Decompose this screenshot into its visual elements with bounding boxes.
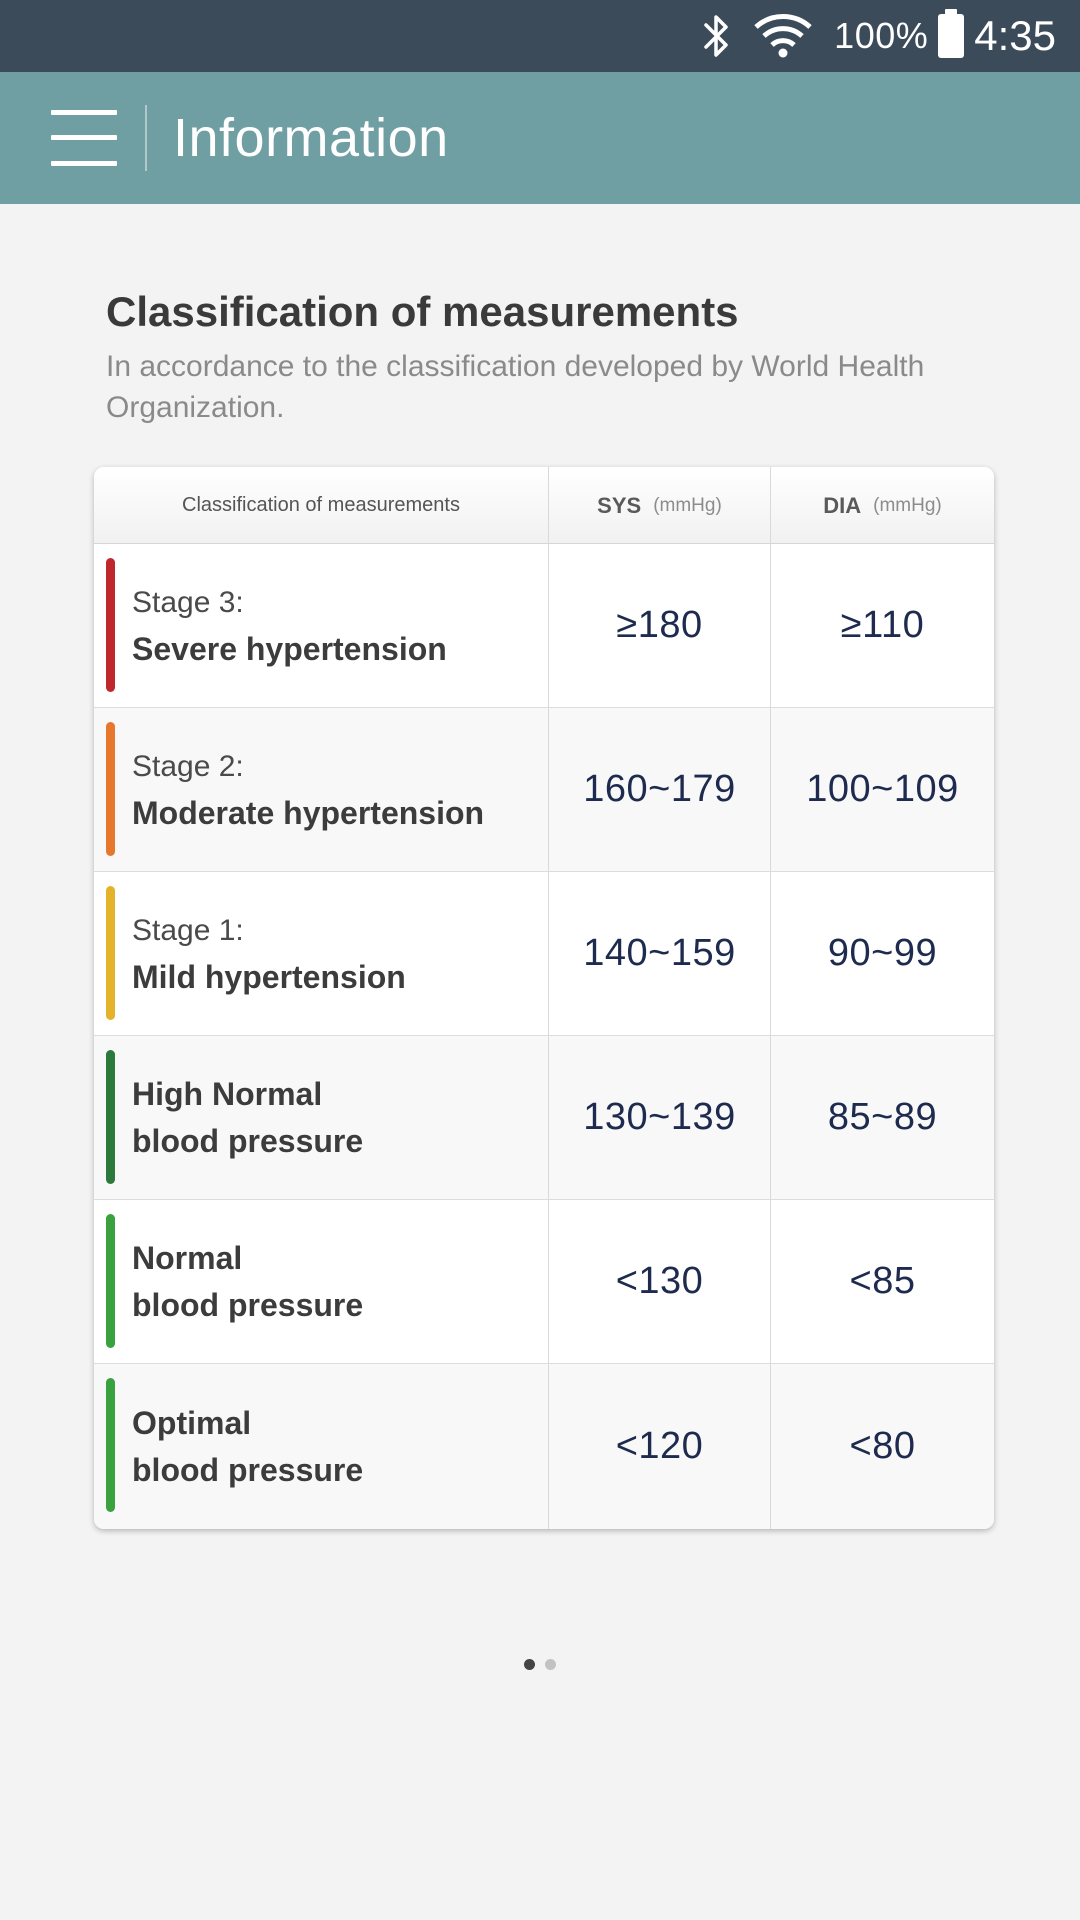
menu-icon-line: [51, 110, 117, 115]
severity-color-bar: [106, 1214, 115, 1348]
header-dia-unit: (mmHg): [873, 494, 942, 516]
classification-label: Mild hypertension: [132, 958, 406, 995]
severity-color-bar: [106, 1050, 115, 1184]
dia-value: <80: [849, 1425, 916, 1467]
sys-value: <130: [549, 1200, 771, 1363]
classification-label: Normal: [132, 1239, 243, 1276]
app-bar-divider: [145, 105, 147, 171]
header-sys: [549, 467, 771, 544]
battery-percentage: 100%: [834, 15, 929, 56]
classification-label: blood pressure: [132, 1286, 364, 1323]
content-heading: Classification of measurements: [106, 288, 739, 335]
classification-stage: Stage 3:: [132, 585, 244, 619]
classification-cell: [94, 1200, 549, 1363]
page-dot[interactable]: [524, 1659, 535, 1670]
classification-cell: [94, 708, 549, 871]
classification-label: blood pressure: [132, 1122, 364, 1159]
table-row: [94, 708, 994, 872]
severity-color-bar: [106, 1378, 115, 1512]
header-dia: [771, 467, 994, 544]
sys-value: ≥180: [549, 544, 771, 707]
app-bar: [0, 72, 1080, 204]
menu-icon-line: [51, 161, 117, 166]
classification-cell: [94, 544, 549, 707]
classification-label: Optimal: [132, 1404, 252, 1441]
wifi-icon: [754, 13, 812, 59]
menu-button[interactable]: [51, 110, 117, 166]
classification-stage: Stage 2:: [132, 749, 244, 783]
classification-table: [94, 467, 994, 1529]
header-dia-label: DIA: [823, 492, 862, 518]
dia-value: ≥110: [840, 604, 925, 646]
page-indicator: [0, 1659, 1080, 1670]
classification-cell: [94, 872, 549, 1035]
table-row: [94, 872, 994, 1036]
severity-color-bar: [106, 886, 115, 1020]
dia-value: <85: [849, 1260, 916, 1302]
header-classification: [94, 467, 549, 544]
dia-value: 90~99: [827, 932, 938, 974]
table-row: [94, 1036, 994, 1200]
menu-icon-line: [51, 135, 117, 140]
sys-value: <120: [549, 1364, 771, 1529]
sys-value: 140~159: [549, 872, 771, 1035]
header-classification-label: Classification of measurements: [182, 494, 460, 516]
severity-color-bar: [106, 722, 115, 856]
sys-value: 130~139: [549, 1036, 771, 1199]
status-clock: 4:35: [974, 12, 1056, 59]
sys-value: 160~179: [549, 708, 771, 871]
table-row: [94, 544, 994, 708]
page-dot[interactable]: [545, 1659, 556, 1670]
table-header: [94, 467, 994, 544]
classification-label: Moderate hypertension: [132, 794, 485, 831]
content-subtitle: In accordance to the classification developed by World Health Organization.: [106, 350, 925, 424]
page-title: Information: [173, 108, 449, 168]
bluetooth-icon: [702, 13, 732, 59]
classification-cell: [94, 1036, 549, 1199]
classification-label: blood pressure: [132, 1451, 364, 1488]
dia-value: 85~89: [827, 1096, 938, 1138]
header-sys-unit: (mmHg): [653, 494, 722, 516]
classification-label: Severe hypertension: [132, 630, 447, 667]
classification-cell: [94, 1364, 549, 1529]
dia-value: 100~109: [806, 768, 959, 810]
classification-label: High Normal: [132, 1075, 323, 1112]
classification-stage: Stage 1:: [132, 913, 244, 947]
severity-color-bar: [106, 558, 115, 692]
header-sys-label: SYS: [597, 492, 642, 518]
table-row: [94, 1200, 994, 1364]
status-bar: [0, 0, 1080, 72]
battery-icon: [938, 14, 964, 58]
table-row: [94, 1364, 994, 1529]
